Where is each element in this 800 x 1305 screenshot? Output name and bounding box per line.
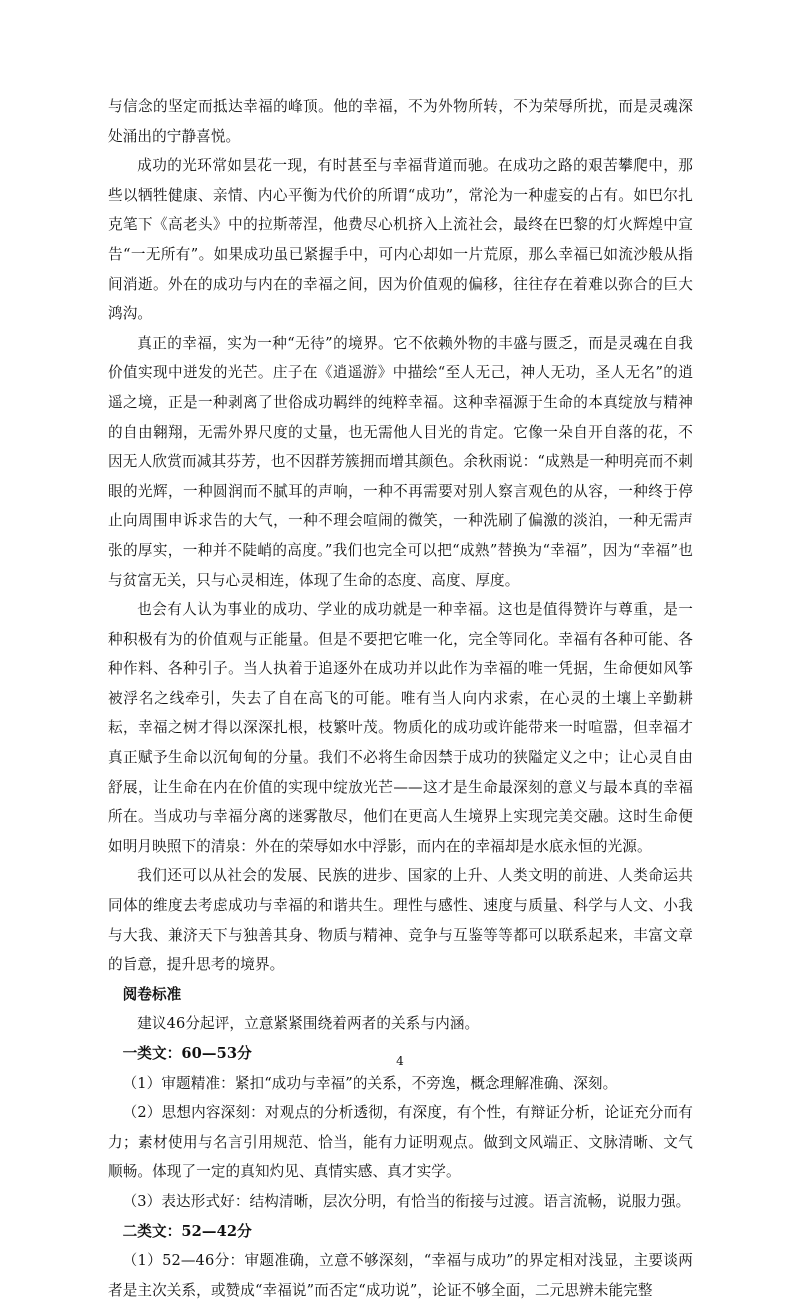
section-heading-grading: 阅卷标准: [122, 985, 182, 1003]
document-body: [108, 92, 693, 1305]
section-heading-class-2: 二类文：52—42分: [122, 1222, 252, 1240]
paragraph-4: 我们还可以从社会的发展、民族的进步、国家的上升、人类文明的前进、人类命运共同体的维度去考虑成功与幸福的和谐共生。理性与感性、速度与质量、科学与人文、小我与大我、兼济天下与独善其身、物质与精神、竞争与互鉴等等都可以联系起来，丰富文章的旨意，提升思考的境界。: [108, 867, 693, 974]
paragraph-0: 与信念的坚定而抵达幸福的峰顶。他的幸福，不为外物所转，不为荣辱所扰，而是灵魂深处涌出的宁静喜悦。: [108, 98, 693, 145]
criterion-1-3: （3）表达形式好：结构清晰，层次分明，有恰当的衔接与过渡。语言流畅，说服力强。: [122, 1192, 691, 1210]
paragraph-1: 成功的光环常如昙花一现，有时甚至与幸福背道而驰。在成功之路的艰苦攀爬中，那些以牺牲健康、亲情、内心平衡为代价的所谓“成功”，常沦为一种虚妄的占有。如巴尔扎克笔下《高老头》中的拉斯蒂涅，他费尽心机挤入上流社会，最终在巴黎的灯火辉煌中宣告“一无所有”。如果成功虽已紧握手中，可内心却如一片荒原，那么幸福已如流沙般从指间消逝。外在的成功与内在的幸福之间，因为价值观的偏移，往往存在着难以弥合的巨大鸿沟。: [108, 157, 693, 323]
criterion-1-1: （1）审题精准：紧扣“成功与幸福”的关系，不旁逸，概念理解准确、深刻。: [122, 1074, 618, 1092]
criterion-1-2: （2）思想内容深刻：对观点的分析透彻，有深度，有个性，有辩证分析，论证充分而有力；素材使用与名言引用规范、恰当，能有力证明观点。做到文风端正、文脉清晰、文气顺畅。体现了一定的真知灼见、真情实感、真才实学。: [108, 1104, 693, 1181]
paragraph-grading-note: 建议46分起评，立意紧紧围绕着两者的关系与内涵。: [137, 1015, 480, 1033]
section-heading-class-1: 一类文：60—53分: [122, 1045, 252, 1062]
paragraph-3: 也会有人认为事业的成功、学业的成功就是一种幸福。这也是值得赞许与尊重，是一种积极有为的价值观与正能量。但是不要把它唯一化，完全等同化。幸福有各种可能、各种作料、各种引子。当人执着于追逐外在成功并以此作为幸福的唯一凭据，生命便如风筝被浮名之线牵引，失去了自在高飞的可能。唯有当人向内求索，在心灵的土壤上辛勤耕耘，幸福之树才得以深深扎根，枝繁叶茂。物质化的成功或许能带来一时喧嚣，但幸福才真正赋予生命以沉甸甸的分量。我们不必将生命因禁于成功的狭隘定义之中；让心灵自由舒展，让生命在内在价值的实现中绽放光芒——这才是生命最深刻的意义与最本真的幸福所在。当成功与幸福分离的迷雾散尽，他们在更高人生境界上实现完美交融。这时生命便如明月映照下的清泉：外在的荣辱如水中浮影，而内在的幸福却是水底永恒的光源。: [108, 601, 693, 855]
paragraph-2: 真正的幸福，实为一种“无待”的境界。它不依赖外物的丰盛与匮乏，而是灵魂在自我价值实现中迸发的光芒。庄子在《逍遥游》中描绘“至人无己，神人无功，圣人无名”的逍遥之境，正是一种剥离了世俗成功羁绊的纯粹幸福。这种幸福源于生命的本真绽放与精神的自由翱翔，无需外界尺度的丈量，也无需他人目光的肯定。它像一朵自开自落的花，不因无人欣赏而减其芬芳，也不因群芳簇拥而增其颜色。余秋雨说：“成熟是一种明亮而不刺眼的光辉，一种圆润而不腻耳的声响，一种不再需要对别人察言观色的从容，一种终于停止向周围申诉求告的大气，一种不理会喧闹的微笑，一种洗刷了偏激的淡泊，一种无需声张的厚实，一种并不陡峭的高度。”我们也完全可以把“成熟”替换为“幸福”，因为“幸福”也与贫富无关，只与心灵相连，体现了生命的态度、高度、厚度。: [108, 334, 693, 589]
criterion-2-1: （1）52—46分：审题准确，立意不够深刻，“幸福与成功”的界定相对浅显，主要谈两者是主次关系，或赞成“幸福说”而否定“成功说”，论证不够全面，二元思辨未能完整: [108, 1252, 693, 1299]
page-number: 4: [396, 1054, 404, 1068]
